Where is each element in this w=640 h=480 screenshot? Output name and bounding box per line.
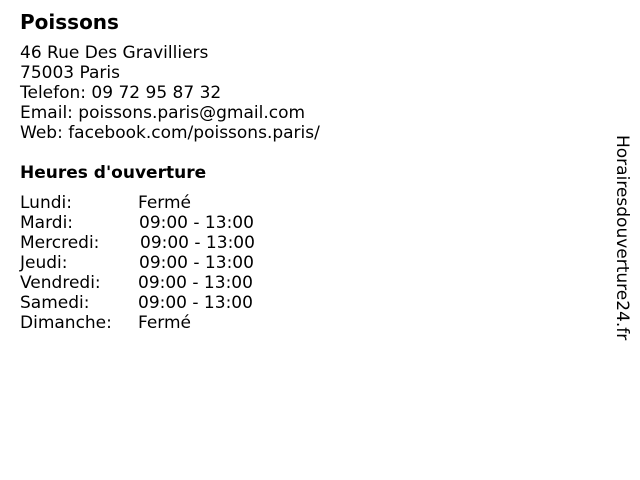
day-hours: 09:00 - 13:00 <box>138 293 253 313</box>
address-line-2: 75003 Paris <box>20 63 120 83</box>
site-watermark: Horairesdouverture24.fr <box>612 135 632 341</box>
day-hours: 09:00 - 13:00 <box>140 233 255 253</box>
day-label: Lundi: <box>20 193 72 213</box>
day-label: Dimanche: <box>20 313 112 333</box>
day-hours: 09:00 - 13:00 <box>138 273 253 293</box>
phone-number: Telefon: 09 72 95 87 32 <box>20 83 222 103</box>
day-label: Mercredi: <box>20 233 100 253</box>
contact-block <box>20 43 320 143</box>
opening-hours-heading: Heures d'ouverture <box>20 163 207 183</box>
web-address: Web: facebook.com/poissons.paris/ <box>20 123 320 143</box>
day-label: Samedi: <box>20 293 90 313</box>
email-address: Email: poissons.paris@gmail.com <box>20 103 306 123</box>
day-label: Jeudi: <box>20 253 68 273</box>
day-hours: Fermé <box>138 313 192 333</box>
day-hours: 09:00 - 13:00 <box>139 253 254 273</box>
day-label: Vendredi: <box>20 273 101 293</box>
business-name: Poissons <box>20 10 119 34</box>
day-label: Mardi: <box>20 213 74 233</box>
day-hours: Fermé <box>138 193 192 213</box>
day-hours: 09:00 - 13:00 <box>139 213 254 233</box>
address-line-1: 46 Rue Des Gravilliers <box>20 43 209 63</box>
